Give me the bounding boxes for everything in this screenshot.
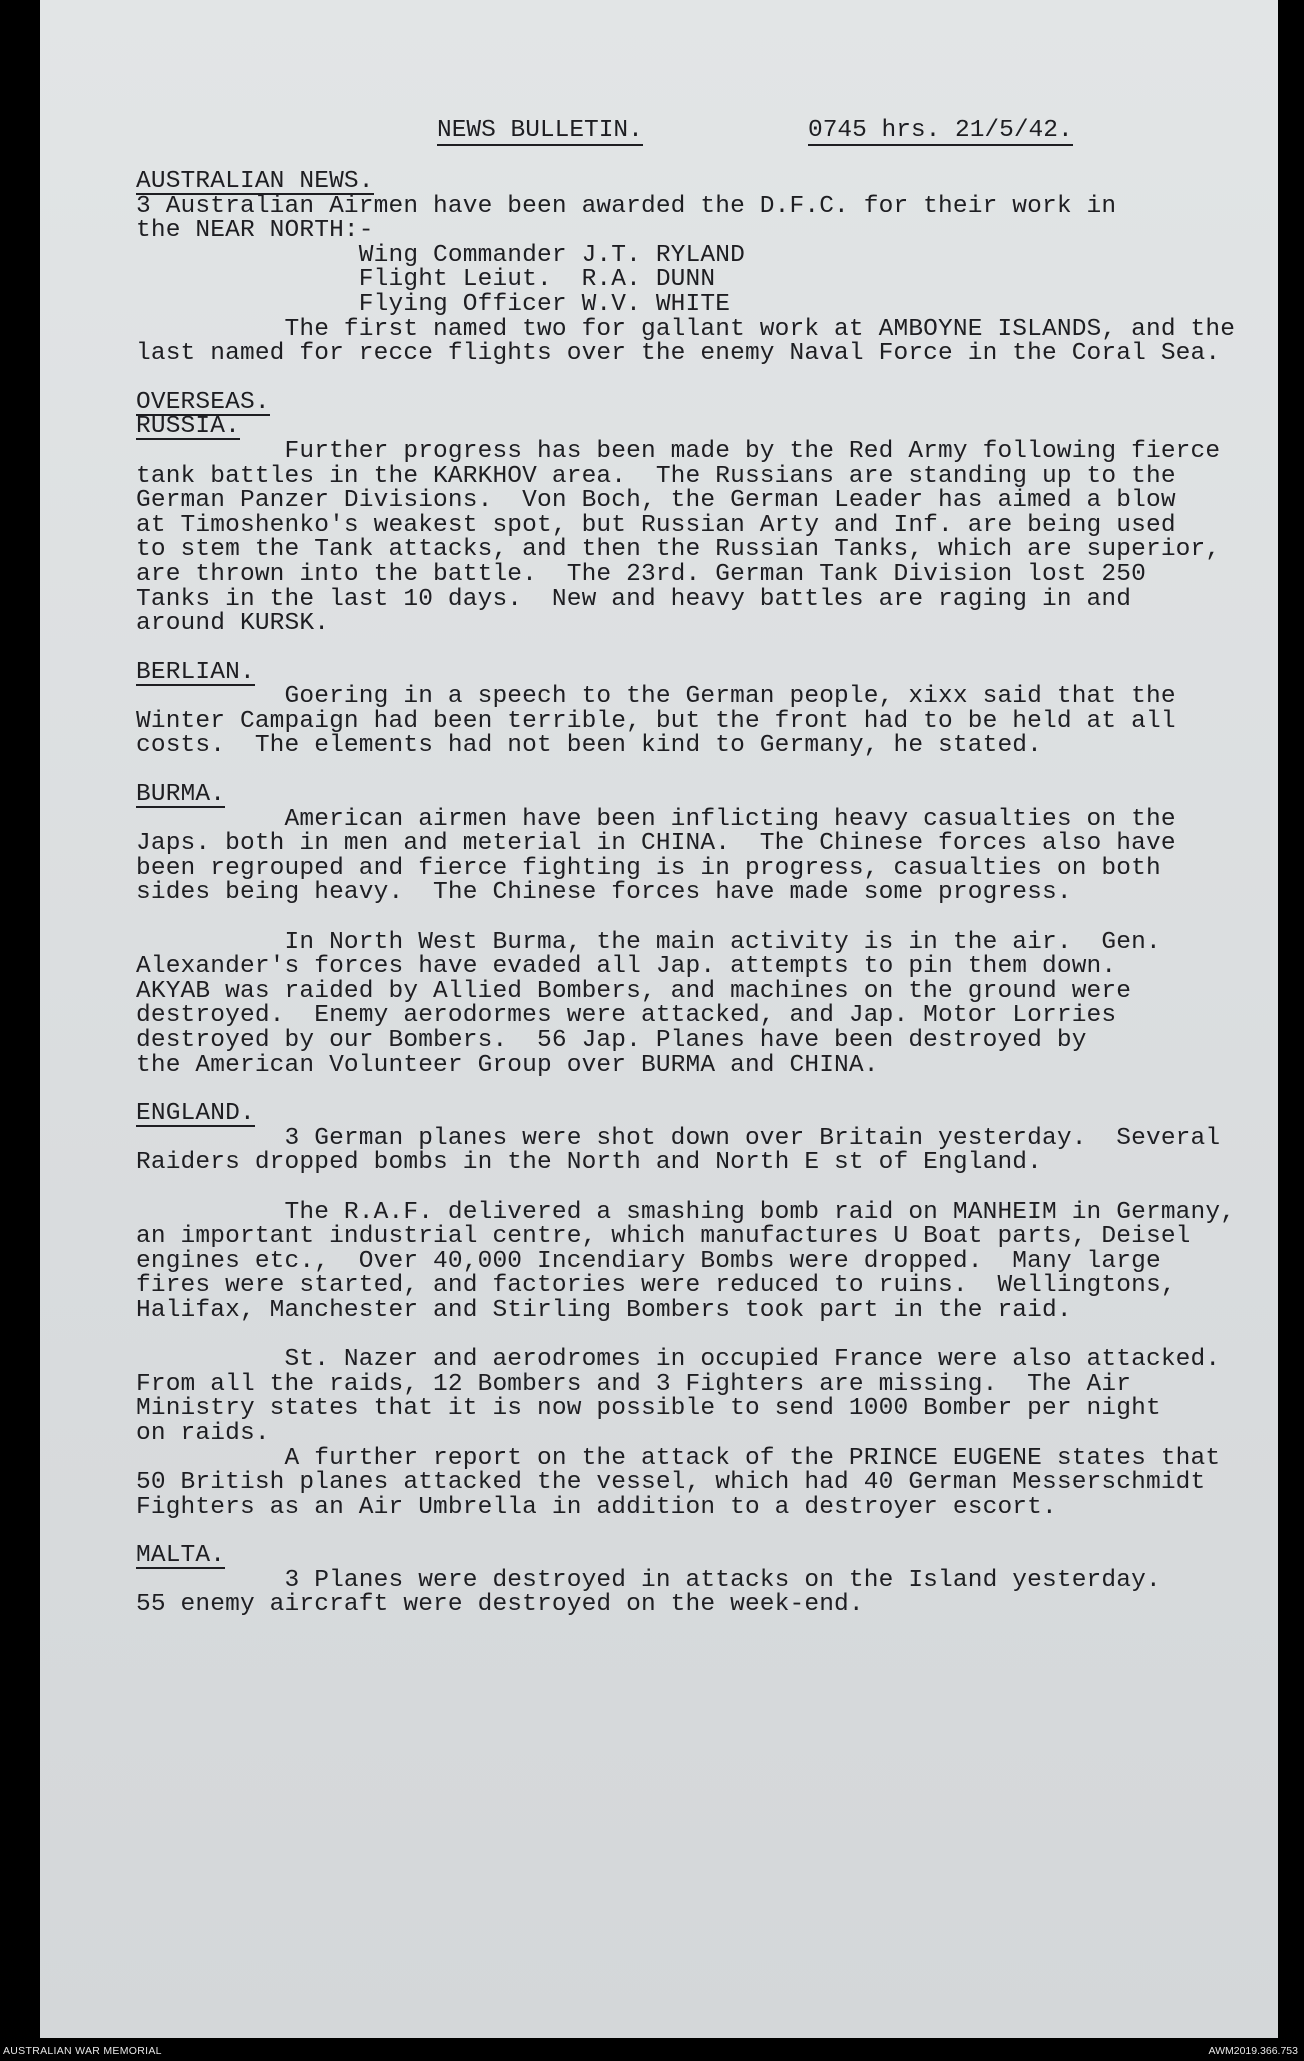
section-heading-line [136, 1102, 1236, 1127]
section-heading: BURMA. [136, 781, 226, 809]
body-line: destroyed. Enemy aerodormes were attacked, and Jap. Motor Lorries [136, 1002, 1117, 1030]
body-line: In North West Burma, the main activity is in the air. Gen. [136, 928, 1161, 956]
body-line: an important industrial centre, which manufactures U Boat parts, Deisel [136, 1223, 1191, 1251]
body-line: Halifax, Manchester and Stirling Bombers took part in the raid. [136, 1296, 1072, 1324]
body-line: Goering in a speech to the German people, xixx said that the [136, 683, 1176, 711]
body-line [136, 1176, 1236, 1201]
body-line: German Panzer Divisions. Von Boch, the German Leader has aimed a blow [136, 487, 1176, 515]
section-heading: MALTA. [136, 1542, 226, 1570]
body-line: Fighters as an Air Umbrella in addition to a destroyer escort. [136, 1493, 1057, 1521]
archive-credit: AUSTRALIAN WAR MEMORIAL [3, 2045, 162, 2057]
section-heading: RUSSIA. [136, 413, 240, 441]
body-line: Japs. both in men and meterial in CHINA. The Chinese forces also have [136, 830, 1176, 858]
section-heading-line [136, 783, 1236, 808]
body-line: Further progress has been made by the Red Army following fierce [136, 437, 1221, 465]
section-heading-line [136, 658, 1236, 686]
section-heading-line [136, 415, 1236, 440]
body-line: Tanks in the last 10 days. New and heavy battles are raging in and [136, 585, 1132, 613]
body-line: the NEAR NORTH:- [136, 217, 374, 245]
body-line: The R.A.F. delivered a smashing bomb raid on MANHEIM in Germany, [136, 1198, 1236, 1226]
body-line: costs. The elements had not been kind to Germany, he stated. [136, 732, 1042, 760]
body-line: Winter Campaign had been terrible, but the front had to be held at all [136, 707, 1176, 735]
section-heading-line [136, 388, 1236, 416]
body-line: to stem the Tank attacks, and then the Russian Tanks, which are superior, [136, 536, 1221, 564]
section-heading-line [136, 170, 1236, 195]
bulletin-body [136, 170, 1236, 1618]
body-line: sides being heavy. The Chinese forces have made some progress. [136, 879, 1072, 907]
body-line: Alexander's forces have evaded all Jap. attempts to pin them down. [136, 953, 1117, 981]
body-line: St. Nazer and aerodromes in occupied France were also attacked. [136, 1346, 1221, 1374]
body-line: fires were started, and factories were reduced to ruins. Wellingtons, [136, 1272, 1176, 1300]
body-line: AKYAB was raided by Allied Bombers, and machines on the ground were [136, 977, 1132, 1005]
body-line: American airmen have been inflicting heavy casualties on the [136, 805, 1176, 833]
body-line: 55 enemy aircraft were destroyed on the week-end. [136, 1591, 864, 1619]
bulletin-title: NEWS BULLETIN. [437, 117, 643, 144]
body-line: From all the raids, 12 Bombers and 3 Fighters are missing. The Air [136, 1370, 1132, 1398]
section-heading: ENGLAND. [136, 1100, 255, 1128]
body-line: Flight Leiut. R.A. DUNN [136, 266, 716, 294]
body-line: around KURSK. [136, 610, 330, 638]
archive-reference: AWM2019.366.753 [1208, 2045, 1298, 2057]
body-line [136, 1324, 1236, 1349]
body-line: 3 Planes were destroyed in attacks on the Island yesterday. [136, 1566, 1161, 1594]
body-line: 3 Australian Airmen have been awarded the D.F.C. for their work in [136, 192, 1117, 220]
body-line: 50 British planes attacked the vessel, which had 40 German Messerschmidt [136, 1469, 1206, 1497]
section-heading: AUSTRALIAN NEWS. [136, 168, 374, 195]
body-line: Wing Commander J.T. RYLAND [136, 241, 745, 269]
body-line: engines etc., Over 40,000 Incendiary Bombs were dropped. Many large [136, 1247, 1161, 1275]
document-page [40, 0, 1278, 2038]
body-line: destroyed by our Bombers. 56 Jap. Planes have been destroyed by [136, 1027, 1087, 1054]
body-line: Flying Officer W.V. WHITE [136, 290, 731, 318]
body-line: the American Volunteer Group over BURMA and CHINA. [136, 1051, 879, 1079]
body-line: 3 German planes were shot down over Britain yesterday. Several [136, 1124, 1221, 1152]
body-line: been regrouped and fierce fighting is in progress, casualties on both [136, 854, 1161, 882]
section-heading: BERLIAN. [136, 658, 255, 686]
body-line: Ministry states that it is now possible to send 1000 Bomber per night [136, 1395, 1161, 1423]
body-line: on raids. [136, 1419, 270, 1447]
bulletin-header [40, 118, 1278, 148]
bulletin-date: 0745 hrs. 21/5/42. [808, 117, 1073, 144]
section-heading-line [136, 1544, 1236, 1569]
body-line: tank battles in the KARKHOV area. The Russians are standing up to the [136, 462, 1176, 490]
body-line: Raiders dropped bombs in the North and North E st of England. [136, 1149, 1042, 1177]
body-line: last named for recce flights over the enemy Naval Force in the Coral Sea. [136, 340, 1221, 368]
body-line: are thrown into the battle. The 23rd. German Tank Division lost 250 [136, 560, 1146, 588]
body-line: A further report on the attack of the PRINCE EUGENE states that [136, 1444, 1221, 1472]
body-line: at Timoshenko's weakest spot, but Russian Arty and Inf. are being used [136, 511, 1176, 539]
body-line [136, 906, 1236, 931]
section-heading: OVERSEAS. [136, 388, 270, 416]
body-line: The first named two for gallant work at AMBOYNE ISLANDS, and the [136, 315, 1236, 343]
